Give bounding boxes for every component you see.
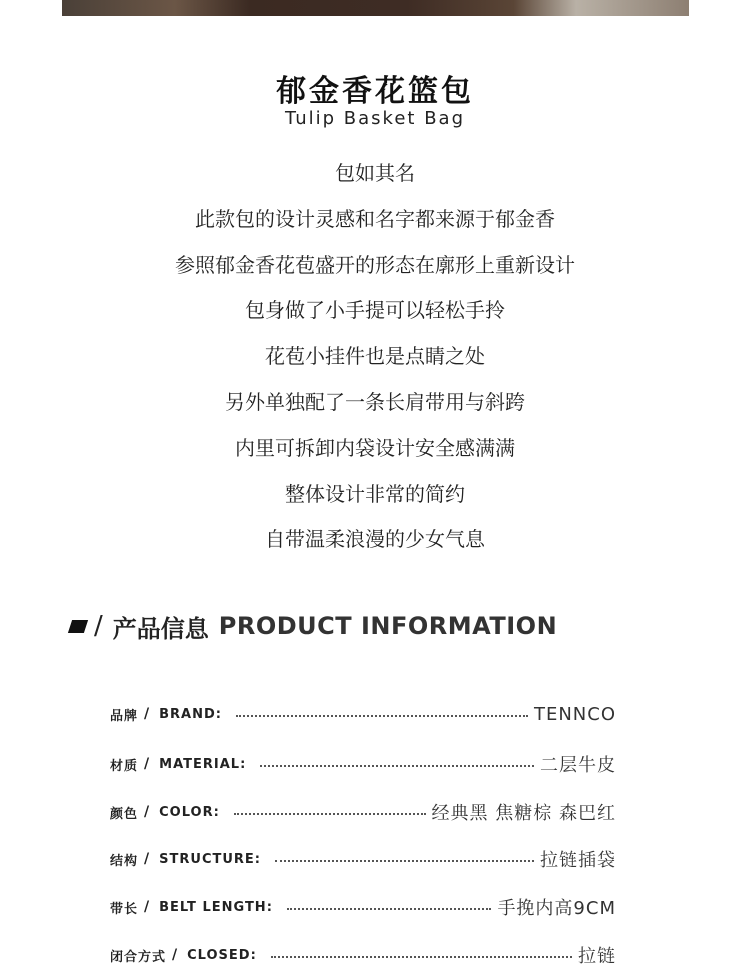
description-line: 整体设计非常的简约 [285, 481, 465, 506]
info-label-en: STRUCTURE: [159, 851, 261, 867]
page-title: 郁金香花篮包 [276, 74, 474, 109]
description-line: 参照郁金香花苞盛开的形态在廓形上重新设计 [175, 252, 575, 277]
info-label-cn: 结构 [110, 853, 139, 869]
info-label-cn: 带长 [110, 901, 139, 917]
dotted-leader [234, 813, 426, 815]
info-label-cn: 闭合方式 [110, 949, 167, 965]
info-value: 手挽内高9CM [497, 898, 616, 919]
info-label-en: BELT LENGTH: [159, 899, 273, 915]
info-label-en: BRAND: [159, 706, 222, 722]
info-value: 二层牛皮 [540, 755, 616, 776]
description-line: 另外单独配了一条长肩带用与斜跨 [225, 389, 525, 414]
info-row-material: 材质 / MATERIAL: 二层牛皮 [110, 749, 616, 779]
info-value: 拉链插袋 [540, 850, 616, 871]
info-value: 拉链 [578, 946, 616, 967]
info-row-brand: 品牌 / BRAND: TENNCO [110, 703, 616, 725]
info-row-structure: 结构 / STRUCTURE: 拉链插袋 [110, 844, 616, 874]
dotted-leader [236, 715, 528, 717]
description-line: 包身做了小手提可以轻松手拎 [245, 298, 505, 323]
info-label-en: COLOR: [159, 804, 220, 820]
section-title-en: PRODUCT INFORMATION [218, 612, 558, 640]
description-line: 此款包的设计灵感和名字都来源于郁金香 [195, 206, 555, 231]
info-label-en: CLOSED: [187, 947, 257, 963]
description-line: 花苞小挂件也是点睛之处 [265, 344, 485, 369]
info-label-cn: 颜色 [110, 806, 139, 822]
description-line: 自带温柔浪漫的少女气息 [265, 527, 485, 552]
product-info-heading [70, 606, 557, 646]
info-row-belt-length: 带长 / BELT LENGTH: 手挽内高9CM [110, 892, 616, 922]
description-list [0, 156, 750, 568]
bar-icon [68, 620, 88, 633]
info-label-cn: 品牌 [110, 708, 139, 724]
dotted-leader [260, 765, 534, 767]
info-label-en: MATERIAL: [159, 756, 247, 772]
dotted-leader [275, 860, 534, 862]
description-line: 内里可拆卸内袋设计安全感满满 [235, 435, 515, 460]
slash-icon: / [94, 611, 103, 641]
section-title-cn: 产品信息 [112, 614, 209, 643]
product-photo-strip [62, 0, 689, 16]
info-value: 经典黑 焦糖棕 森巴红 [431, 803, 616, 824]
page-subtitle: Tulip Basket Bag [284, 108, 466, 129]
info-value: TENNCO [533, 703, 616, 725]
dotted-leader [287, 908, 492, 910]
info-label-cn: 材质 [110, 758, 139, 774]
description-line: 包如其名 [335, 161, 415, 185]
info-row-closed: 闭合方式 / CLOSED: 拉链 [110, 940, 616, 970]
info-row-color: 颜色 / COLOR: 经典黑 焦糖棕 森巴红 [110, 797, 616, 827]
dotted-leader [271, 956, 572, 958]
